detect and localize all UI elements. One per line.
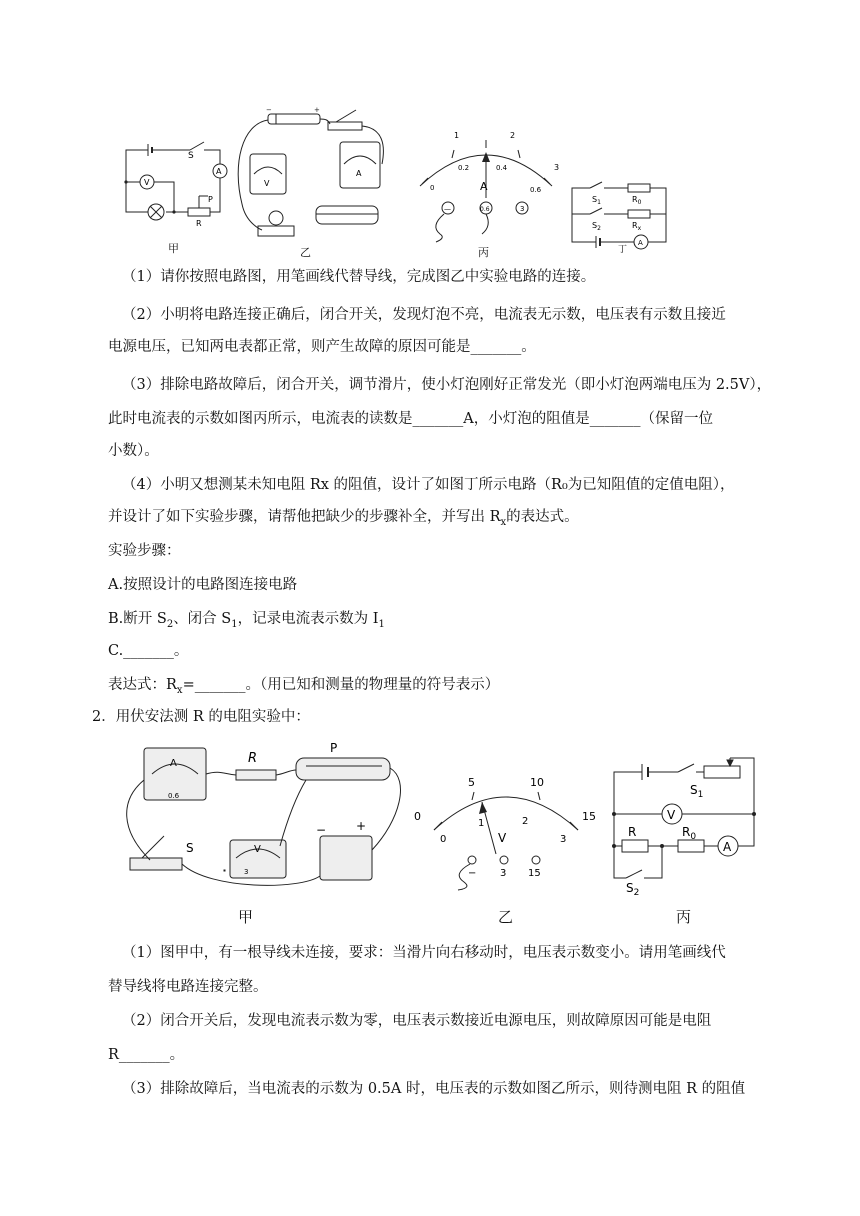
q2-jia-ammeter-a: A: [170, 758, 177, 769]
q1-ding-s2: $S_2$: [592, 221, 601, 232]
q1-line-8-sub: x: [500, 516, 507, 528]
q1-caption-jia: 甲: [168, 242, 179, 255]
q1-ding-s1: $S_1$: [592, 195, 601, 206]
q2-line-2: 替导线将电路连接完整。: [108, 979, 268, 995]
q1-yi-label-a: A: [356, 169, 362, 178]
q1-line-8b: 的表达式。: [506, 509, 579, 525]
q1-dial-small-0: 0: [430, 184, 435, 192]
svg-text:−: −: [266, 106, 272, 114]
q1-line-2: （2）小明将电路连接正确后，闭合开关，发现灯泡不亮，电流表无示数，电压表有示数且接近: [122, 307, 726, 323]
q2-bing-r0: $R_0$: [682, 825, 697, 842]
q2-title: 2．用伏安法测 R 的电阻实验中：: [92, 709, 310, 725]
q2-caption-yi: 乙: [498, 908, 514, 926]
q2-bing-v: V: [667, 808, 676, 822]
q1-line-6: 小数）。: [108, 443, 159, 459]
q1-jia-label-a: A: [216, 167, 222, 176]
q2-line-4: R_______。: [108, 1047, 185, 1063]
q1-line-11-sub2: 1: [231, 618, 238, 630]
q2-jia-label-r: R: [248, 751, 258, 766]
q2-line-3: （2）闭合开关后，发现电流表示数为零，电压表示数接近电源电压，则故障原因可能是电阻: [122, 1013, 712, 1029]
q1-line-7b: ₀为已知阻值的定值电阻），: [561, 477, 735, 493]
q1-figure-yi-apparatus: [232, 104, 392, 254]
q1-dial-term-06: 0.6: [480, 206, 490, 213]
q2-jia-ammeter-scale: 0.6: [168, 792, 180, 800]
q2-dial-big-0: 0: [414, 810, 421, 823]
q1-line-5: 此时电流表的示数如图丙所示，电流表的读数是_______A，小灯泡的阻值是_______（保留一位: [108, 411, 713, 427]
q1-figure-jia-circuit: [120, 128, 240, 228]
q1-line-13-sub: x: [176, 684, 183, 696]
q1-dial-small-02: 0.2: [458, 164, 470, 172]
q2-figure-bing-circuit: [606, 756, 766, 898]
q1-ding-a: A: [638, 239, 643, 247]
q2-line-1: （1）图甲中，有一根导线未连接，要求：当滑片向右移动时，电压表示数变小。请用笔画线代: [122, 945, 726, 961]
q1-line-9: 实验步骤：: [108, 543, 181, 559]
q1-line-8a: 并设计了如下实验步骤，请帮他把缺少的步骤补全，并写出 R: [108, 509, 501, 525]
q1-line-11-sub3: 1: [378, 618, 385, 630]
q1-dial-small-04: 0.4: [496, 164, 508, 172]
q1-jia-label-r: R: [196, 219, 202, 228]
q2-line-5: （3）排除故障后，当电流表的示数为 0.5A 时，电压表的示数如图乙所示，则待测电阻 R 的阻值: [122, 1081, 746, 1097]
q1-figure-bing-dial: [400, 126, 572, 246]
q1-line-3: 电源电压，已知两电表都正常，则产生故障的原因可能是_______。: [108, 339, 536, 355]
q1-line-11-sub1: 2: [166, 618, 174, 630]
q2-bing-r: R: [628, 825, 637, 839]
q2-jia-battery-minus: −: [316, 823, 327, 837]
q2-jia-label-p: P: [330, 741, 338, 755]
q2-bing-a: A: [723, 840, 732, 854]
q2-jia-battery-plus: +: [356, 819, 367, 833]
q1-line-11a: B.断开 S: [108, 611, 167, 627]
q1-line-7: [122, 474, 762, 496]
q1-line-13: [108, 674, 748, 702]
q2-bing-s2: $S_2$: [626, 881, 640, 898]
q2-dial-small-2: 2: [522, 816, 529, 827]
q1-line-11c: ，记录电流表示数为 I: [237, 611, 379, 627]
q1-dial-unit-a: A: [480, 180, 488, 193]
q1-dial-big-2: 2: [510, 131, 516, 140]
q2-dial-big-5: 5: [468, 776, 475, 789]
q1-line-7a: （4）小明又想测某未知电阻 Rx 的阻值，设计了如图丁所示电路（R: [122, 477, 562, 493]
q2-dial-small-3: 3: [560, 834, 567, 845]
q1-line-11b: 、闭合 S: [173, 611, 232, 627]
q1-dial-term-neg: —: [444, 205, 451, 213]
q2-caption-bing: 丙: [676, 908, 692, 926]
q2-dial-big-10: 10: [530, 776, 544, 789]
q2-caption-jia: 甲: [238, 908, 254, 926]
q1-figure-ding-circuit: [566, 180, 686, 255]
q2-jia-voltmeter-v: V: [254, 844, 261, 855]
q1-caption-yi: 乙: [300, 246, 311, 259]
q1-dial-big-1: 1: [454, 131, 460, 140]
q1-line-1: （1）请你按照电路图，用笔画线代替导线，完成图乙中实验电路的连接。: [122, 269, 596, 285]
q1-line-13a: 表达式：R: [108, 677, 177, 693]
q2-jia-label-s: S: [186, 841, 194, 855]
q1-yi-label-v: V: [264, 179, 270, 188]
q1-line-4: （3）排除电路故障后，闭合开关，调节滑片，使小灯泡刚好正常发光（即小灯泡两端电压为 2.5V），: [122, 377, 772, 393]
q1-line-13b: =_______。（用已知和测量的物理量的符号表示）: [182, 677, 500, 693]
q2-dial-term-3: 3: [500, 868, 507, 879]
q1-line-8: [108, 506, 748, 534]
q1-line-12: C._______。: [108, 643, 189, 659]
q1-dial-big-3: 3: [554, 163, 560, 172]
q1-jia-label-s: S: [188, 151, 194, 161]
q2-jia-voltmeter-scale: 3: [244, 868, 249, 876]
q1-line-10: A.按照设计的电路图连接电路: [108, 577, 298, 593]
q1-caption-bing: 丙: [478, 246, 489, 259]
q1-ding-caption: 丁: [618, 245, 628, 255]
q2-dial-term-15: 15: [528, 868, 541, 879]
q2-dial-small-1: 1: [478, 818, 485, 829]
q1-dial-term-3: 3: [520, 205, 525, 213]
q2-dial-big-15: 15: [582, 810, 596, 823]
q1-dial-small-06: 0.6: [530, 186, 542, 194]
q1-ding-rx: $R_x$: [632, 221, 642, 232]
q1-line-11: [108, 608, 748, 636]
q2-dial-small-0: 0: [440, 834, 447, 845]
q2-bing-s1: $S_1$: [690, 783, 704, 800]
q1-jia-label-v: V: [144, 178, 150, 187]
svg-text:+: +: [314, 106, 320, 114]
q2-figure-yi-dial: [412, 770, 602, 890]
q1-jia-label-p: P: [208, 195, 213, 204]
q2-dial-term-neg: −: [468, 868, 477, 879]
q2-dial-unit-v: V: [498, 831, 507, 845]
q1-ding-r0: $R_0$: [632, 195, 642, 206]
q2-figure-jia-apparatus: [120, 740, 410, 890]
